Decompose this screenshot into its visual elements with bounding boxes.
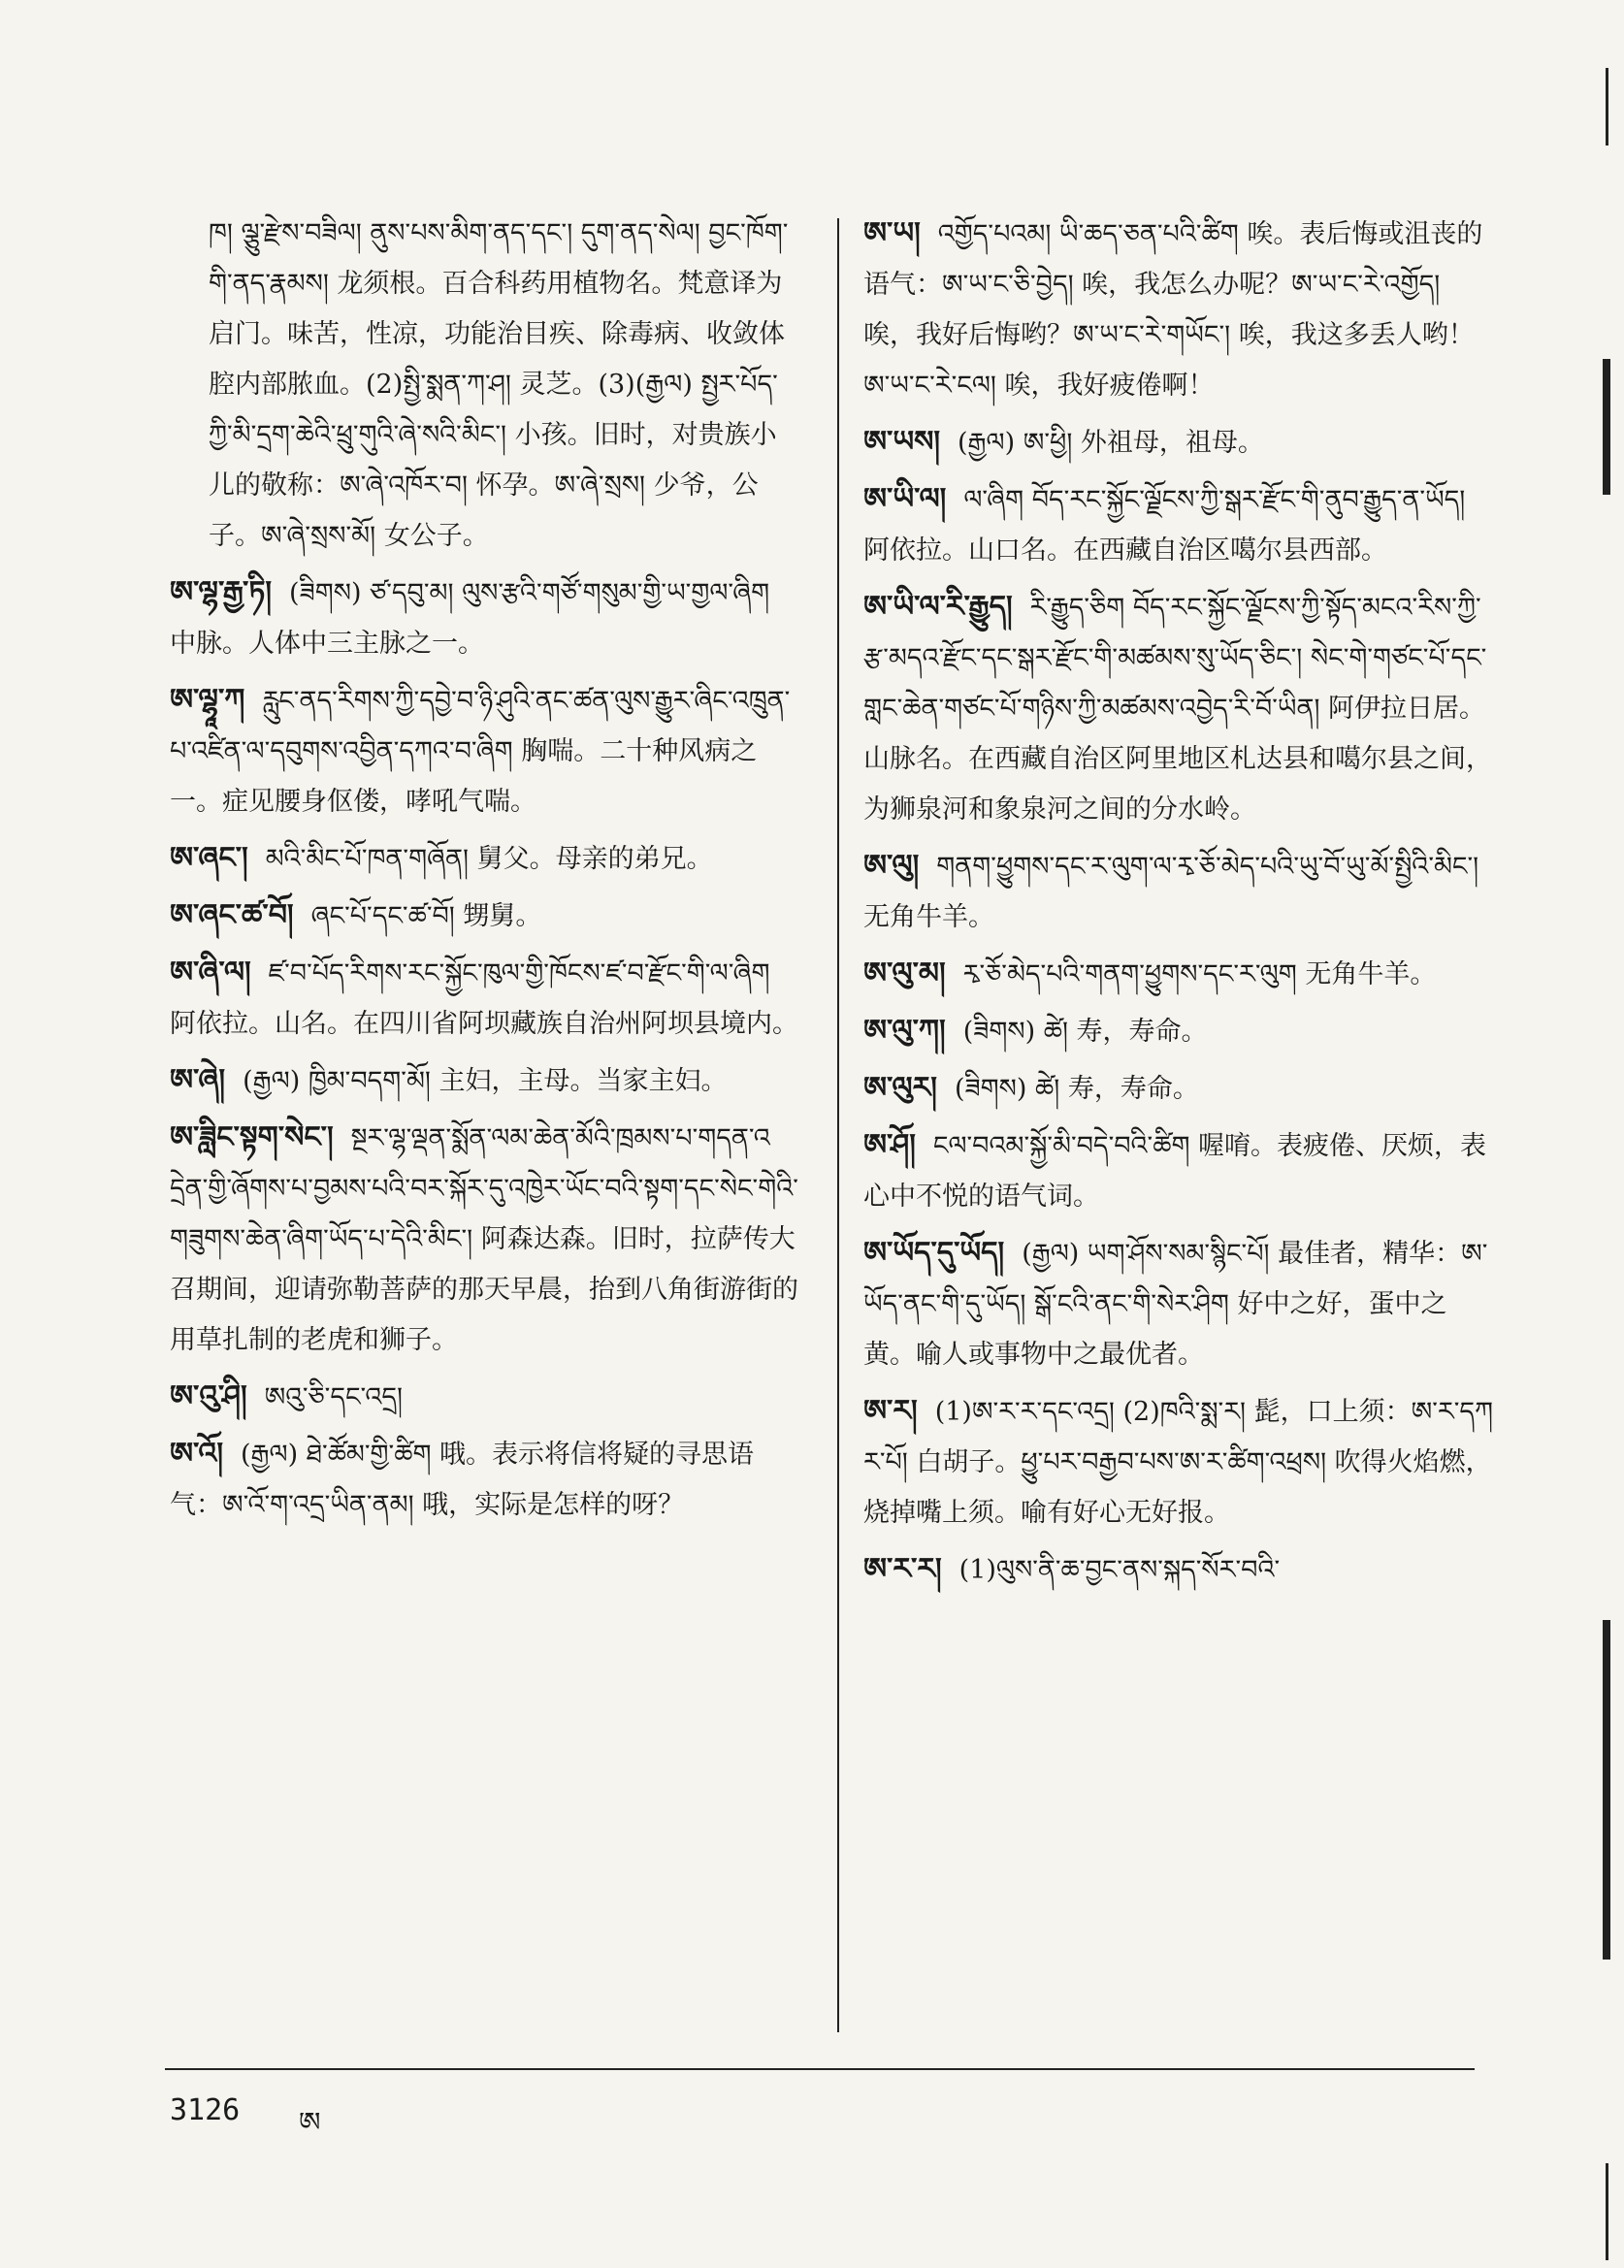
entry-headword: ཨ་འུ་ཤི།	[170, 1379, 247, 1413]
entry-headword: ཨ་ར།	[863, 1394, 918, 1428]
entry-headword: ཨ་ཡོད་དུ་ཡོད།	[863, 1236, 1005, 1270]
dictionary-entry	[170, 833, 800, 885]
entry-definition: ཨའུ་ཅི་དང་འདྲ།	[264, 1382, 404, 1412]
margin-mark	[1606, 2163, 1608, 2260]
entry-definition: རླུང་ནད་རིགས་ཀྱི་དབྱེ་བ་ཉི་ཤུའི་ནང་ཚན་ལུས་རྒྱུར་ཞིང་འཁྲུན་པ་འཛིན་ལ་དབུགས་འབྱིན་དཀའ་བ་ཞིག 胸喘。二十种风病之一。症见腰身伛偻，哮吼气喘。	[170, 686, 791, 817]
entry-definition: (ཟིགས) ཚེ། 寿，寿命。	[954, 1074, 1199, 1104]
dictionary-entry	[863, 417, 1494, 469]
entry-headword: ཨ་ལྷཱ་ཀ	[170, 683, 245, 717]
dictionary-entry	[863, 1006, 1494, 1057]
dictionary-entry	[863, 949, 1494, 1000]
dictionary-entry	[170, 948, 800, 1050]
dictionary-entry	[863, 582, 1494, 835]
entry-headword: ཨ་འོ།	[170, 1437, 223, 1471]
entry-definition: ལ་ཞིག བོད་རང་སྐྱོང་ལྗོངས་ཀྱི་སྒར་རྫོང་གི་ནུབ་རྒྱུད་ན་ཡོད། 阿依拉。山口名。在西藏自治区噶尔县西部。	[863, 485, 1466, 566]
entry-headword: ཨ་ཞང་།	[170, 841, 248, 875]
entry-headword: ཨ་ཞེ།	[170, 1063, 226, 1097]
dictionary-entry	[863, 209, 1494, 411]
entry-definition: མའི་མིང་པོ་ཁན་གཞོན། 舅父。母亲的弟兄。	[265, 844, 713, 874]
dictionary-entry	[170, 675, 800, 827]
dictionary-entry	[170, 1113, 800, 1366]
entry-definition: སྔར་ལྷ་ལྡན་སྨོན་ལམ་ཆེན་མོའི་ཁྲམས་པ་གདན་འདྲེན་གྱི་ཞོགས་པ་བྱམས་པའི་བར་སྐོར་དུ་འཁྱེར་ཡོང་བའི་སྟག་དང་སེང་གེའི་གཟུགས་ཆེན་ཞིག་ཡོད་པ་དེའི་མིང་། 阿森达森。旧时，拉萨传大召期间，迎请弥勒菩萨的那天早晨，抬到八角街游街的用草扎制的老虎和狮子。	[170, 1123, 798, 1355]
entry-headword: ཨ་ཡི་ལ་རི་རྒྱུད།	[863, 590, 1013, 624]
entry-definition: རི་རྒྱུད་ཅིག བོད་རང་སྐྱོང་ལྗོངས་ཀྱི་སྟོད་མངའ་རིས་ཀྱི་རྩ་མདའ་རྫོང་དང་སྒར་རྫོང་གི་མཚམས་སུ་ཡོད་ཅིང་། སེང་གེ་གཙང་པོ་དང་གླང་ཆེན་གཙང་པོ་གཉིས་ཀྱི་མཚམས་འབྱེད་རི་བོ་ཡིན། 阿伊拉日居。山脉名。在西藏自治区阿里地区札达县和噶尔县之间，为狮泉河和象泉河之间的分水岭。	[863, 593, 1492, 825]
dictionary-entry	[863, 1228, 1494, 1380]
entry-definition: (1)ལུས་ནི་ཆ་བྱང་ནས་སྐད་སོར་བའི་	[958, 1555, 1281, 1585]
entry-headword: ཨ་ར་ར།	[863, 1552, 942, 1586]
dictionary-entry	[170, 567, 800, 669]
entry-definition: (ཟིགས) ཙ་དབུ་མ། ལུས་རྩའི་གཙོ་གསུམ་གྱི་ཡ་གྱལ་ཞིག 中脉。人体中三主脉之一。	[170, 578, 770, 659]
entry-definition: ངལ་བའམ་སྐྱོ་མི་བདེ་བའི་ཚིག 喔唷。表疲倦、厌烦，表心中不悦的语气词。	[863, 1131, 1487, 1212]
entry-definition: ཞང་པོ་དང་ཚ་བོ། 甥舅。	[310, 901, 542, 931]
dictionary-entry	[170, 1429, 800, 1531]
right-column	[863, 209, 1494, 1602]
entry-headword: ཨ་ཞང་ཚ་བོ།	[170, 898, 294, 932]
left-column	[170, 209, 800, 1537]
dictionary-entry	[863, 1063, 1494, 1115]
dictionary-entry	[863, 474, 1494, 576]
entry-headword: ཨ་ལུར།	[863, 1071, 937, 1105]
entry-definition: (ཟིགས) ཚེ། 寿，寿命。	[962, 1017, 1208, 1047]
dictionary-entry	[863, 1386, 1494, 1539]
dictionary-entry	[170, 891, 800, 942]
dictionary-entry	[863, 1120, 1494, 1222]
entry-definition: (རྒྱལ) ཨ་ཕྱི། 外祖母，祖母。	[958, 428, 1264, 458]
section-letter: ཨ	[299, 2106, 321, 2138]
entry-definition: (རྒྱལ) ཡག་ཤོས་སམ་སྙིང་པོ། 最佳者，精华：ཨ་ཡོད་ནང་གི་དུ་ཡོད། སྒོ་ངའི་ནང་གི་སེར་ཤིག 好中之好，蛋中之黄。喻人或事物中之最优者。	[863, 1239, 1488, 1370]
entry-headword: ཨ་ཞི་ལ།	[170, 956, 251, 989]
entry-definition: (རྒྱལ) ཐེ་ཚོམ་གྱི་ཚིག 哦。表示将信将疑的寻思语气：ཨ་འོ་ག་འདྲ་ཡིན་ནམ། 哦，实际是怎样的呀？	[170, 1440, 755, 1520]
entry-headword: ཨ་ཡ།	[863, 216, 921, 250]
entry-definition: འགྱོད་པའམ། ཡི་ཆད་ཅན་པའི་ཚིག 唉。表后悔或沮丧的语气：ཨ་ཡ་ང་ཅི་བྱེད། 唉，我怎么办呢？ཨ་ཡ་ང་རེ་འགྱོད། 唉，我好后悔哟？ཨ་ཡ་ང་རེ་གཡོང་། 唉，我这多丢人哟！ཨ་ཡ་ང་རེ་ངལ། 唉，我好疲倦啊！	[863, 219, 1483, 401]
entry-definition: ཛ་བ་པོད་རིགས་རང་སྐྱོང་ཁུལ་གྱི་ཁོངས་ཛ་བ་རྫོང་གི་ལ་ཞིག 阿依拉。山名。在四川省阿坝藏族自治州阿坝县境内。	[170, 958, 798, 1039]
page-number: 3126	[170, 2093, 241, 2127]
dictionary-entry	[170, 1055, 800, 1107]
entry-definition: རྭ་ཅོ་མེད་པའི་གནག་ཕྱུགས་དང་ར་ལུག 无角牛羊。	[962, 959, 1437, 989]
entry-headword: ཨ་ལྷ་རྒྱ་ཏི།	[170, 575, 273, 609]
entry-definition: (རྒྱལ) ཁྱིམ་བདག་མོ། 主妇，主母。当家主妇。	[243, 1066, 728, 1096]
footer-rule	[165, 2068, 1475, 2070]
dictionary-entry	[170, 1372, 800, 1423]
entry-headword: ཨ་ལུ་མ།	[863, 956, 946, 990]
entry-definition: གནག་ཕྱུགས་དང་ར་ལུག་ལ་རྭ་ཅོ་མེད་པའི་ཡུ་བོ་ཡུ་མོ་སྤྱིའི་མིང་། 无角牛羊。	[863, 852, 1479, 932]
entry-headword: ཨ་ཤོ།	[863, 1128, 916, 1162]
entry-headword: ཨ་ལུ་ཀ།	[863, 1014, 946, 1048]
dictionary-entry	[863, 1544, 1494, 1596]
margin-mark	[1603, 1620, 1610, 1960]
entry-headword: ཨ་ལུ།	[863, 849, 920, 883]
entry-definition: (1)ཨ་ར་ར་དང་འདྲ། (2)ཁའི་སྨ་ར། 髭，口上须：ཨ་ར་དཀར་པོ། 白胡子。ཕྱུ་པར་བརྒྱབ་པས་ཨ་ར་ཚིག་འཕྲས། 吹得火焰燃，烧掉嘴上须。喻有好心无好报。	[863, 1397, 1494, 1528]
margin-mark	[1606, 68, 1608, 146]
entry-definition: ཁ། ལྕུ་རྫེས་བཟིལ། ནུས་པས་མིག་ནད་དང་། དུག་ནད་སེལ། བྱང་ཁོག་གི་ནད་རྣམས། 龙须根。百合科药用植物名。梵意译为启门。味苦，性凉，功能治目疾、除毒病、收敛体腔内部脓血。(2)སྤྱི་སྨན་ཀ་ཤ། 灵芝。(3)(རྒྱལ) སྤྱར་པོད་ཀྱི་མི་དྲག་ཆེའི་ཕྲུ་གུའི་ཞེ་སའི་མིང་། 小孩。旧时，对贵族小儿的敬称：ཨ་ཞེ་འཁོར་བ། 怀孕。ཨ་ཞེ་སྲས། 少爷，公子。ཨ་ཞེ་སྲས་མོ། 女公子。	[209, 218, 789, 551]
margin-mark	[1603, 359, 1610, 495]
entry-headword: ཨ་ཡི་ལ།	[863, 482, 947, 516]
entry-headword: ཨ་ཡས།	[863, 425, 940, 459]
column-divider	[837, 218, 839, 2032]
entry-headword: ཨ་ཟླིང་སྟག་སེང་།	[170, 1120, 334, 1154]
dictionary-entry	[170, 209, 800, 562]
dictionary-entry	[863, 841, 1494, 943]
